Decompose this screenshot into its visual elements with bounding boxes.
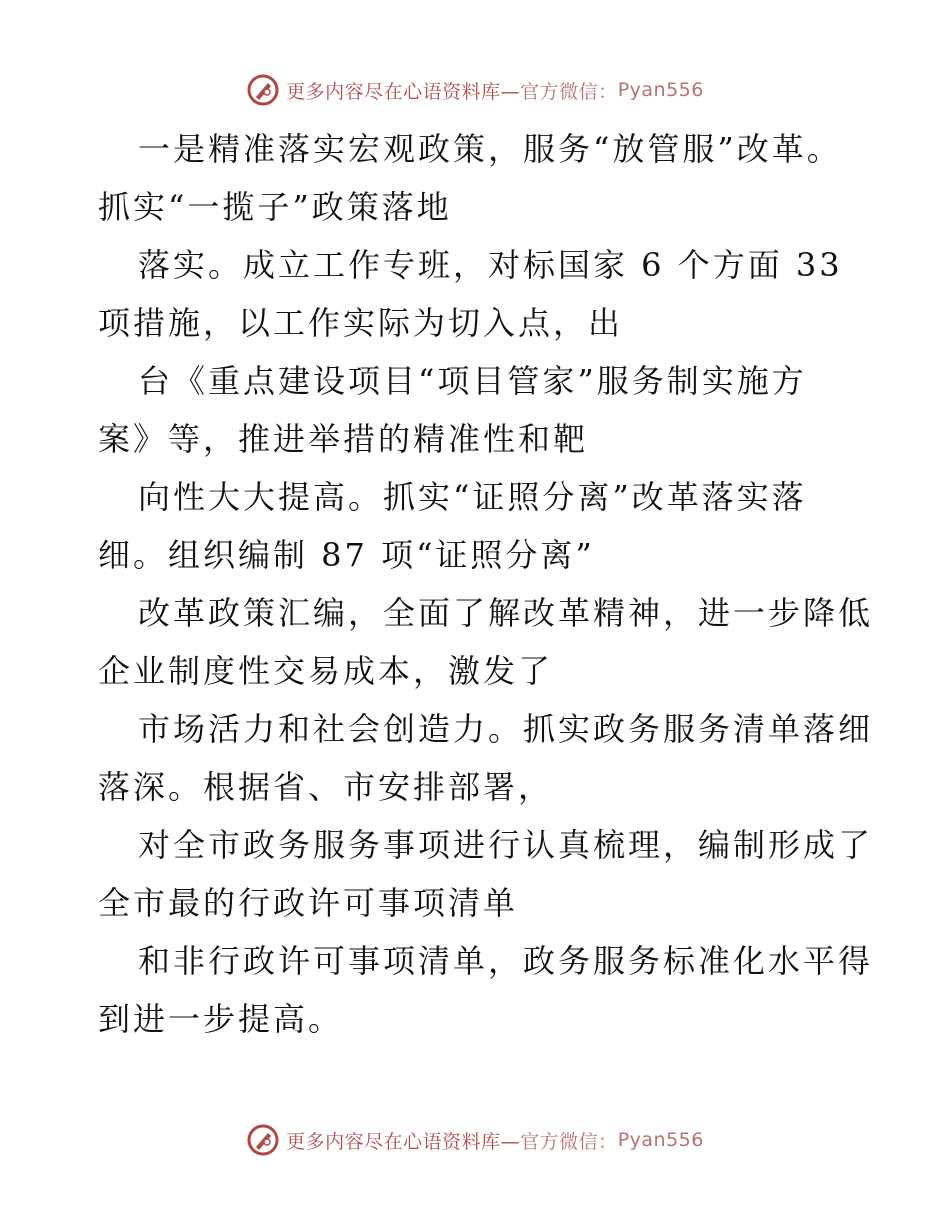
footer-watermark — [0, 1120, 950, 1160]
header-watermark — [0, 70, 950, 110]
watermark-wechat-id: Pyan556 — [617, 79, 704, 101]
paragraph-line: 落深。根据省、市安排部署， — [98, 768, 554, 806]
paragraph-line: 台《重点建设项目“项目管家”服务制实施方 — [138, 362, 807, 400]
paragraph-line: 细。组织编制 87 项“证照分离” — [98, 536, 595, 574]
paragraph-line: 和非行政许可事项清单，政务服务标准化水平得 — [138, 942, 874, 980]
watermark-wechat-label: 官方微信： — [520, 1130, 618, 1153]
paragraph-line: 对全市政务服务事项进行认真梳理，编制形成了 — [138, 826, 874, 864]
paragraph-4 — [98, 468, 888, 584]
paragraph-8 — [98, 932, 888, 1048]
paragraph-2 — [98, 236, 888, 352]
paragraph-line: 全市最的行政许可事项清单 — [98, 884, 519, 922]
watermark-wechat-label: 官方微信： — [520, 80, 618, 103]
paragraph-line: 落实。成立工作专班，对标国家 6 个方面 33 — [138, 246, 843, 284]
paragraph-6 — [98, 700, 888, 816]
paragraph-line: 改革政策汇编，全面了解改革精神，进一步降低 — [138, 594, 874, 632]
paragraph-7 — [98, 816, 888, 932]
paragraph-1 — [98, 120, 888, 236]
watermark-site-text: 更多内容尽在心语资料库— — [286, 1130, 521, 1153]
watermark-wechat-id: Pyan556 — [617, 1129, 704, 1151]
pen-logo-icon — [246, 1123, 280, 1157]
paragraph-line: 项措施，以工作实际为切入点，出 — [98, 304, 624, 342]
paragraph-5 — [98, 584, 888, 700]
paragraph-3 — [98, 352, 888, 468]
paragraph-line: 案》等，推进举措的精准性和靶 — [98, 420, 589, 458]
paragraph-line: 一是精准落实宏观政策，服务“放管服”改革。 — [138, 130, 842, 168]
paragraph-line: 抓实“一揽子”政策落地 — [98, 188, 452, 226]
paragraph-line: 企业制度性交易成本，激发了 — [98, 652, 554, 690]
document-body — [98, 120, 888, 1048]
paragraph-line: 向性大大提高。抓实“证照分离”改革落实落 — [138, 478, 807, 516]
paragraph-line: 市场活力和社会创造力。抓实政务服务清单落细 — [138, 710, 874, 748]
watermark-site-text: 更多内容尽在心语资料库— — [286, 80, 521, 103]
paragraph-line: 到进一步提高。 — [98, 1000, 344, 1038]
pen-logo-icon — [246, 73, 280, 107]
